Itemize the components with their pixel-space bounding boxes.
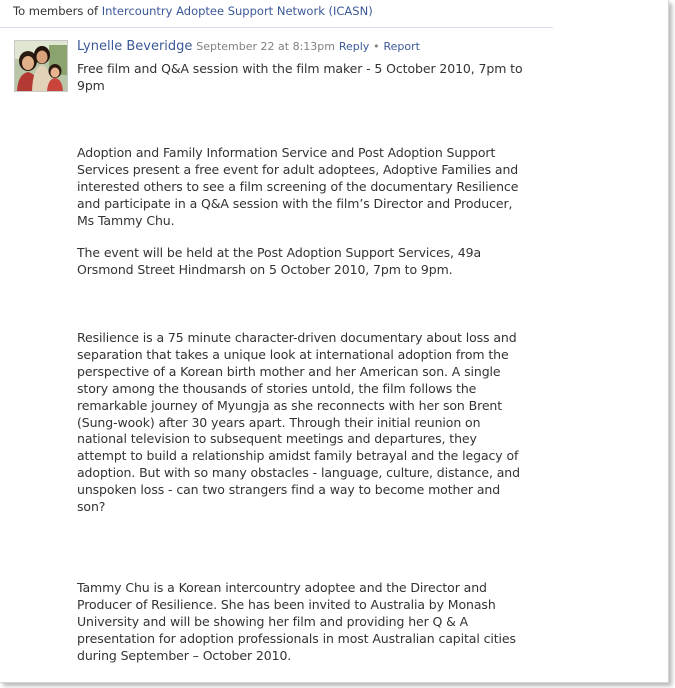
divider xyxy=(0,27,553,28)
post xyxy=(77,38,532,55)
group-link[interactable]: Intercountry Adoptee Support Network (ICASN) xyxy=(101,4,373,18)
separator-dot: • xyxy=(373,40,380,53)
post-timestamp[interactable]: September 22 at 8:13pm xyxy=(196,40,335,53)
avatar[interactable] xyxy=(14,40,68,92)
post-paragraph: Tammy Chu is a Korean intercountry adoptee and the Director and Producer of Resilience. She has been invited to Australia by Monash University and will be showing her film and providing her Q & A presentation for adoption professionals in most Australian capital cities during September – October 2010. xyxy=(77,580,516,663)
report-link[interactable]: Report xyxy=(383,40,420,53)
group-header xyxy=(13,4,373,18)
reply-link[interactable]: Reply xyxy=(338,40,370,53)
group-header-prefix: To members of xyxy=(13,4,102,18)
profile-photo xyxy=(15,41,67,91)
author-name[interactable]: Lynelle Beveridge xyxy=(77,39,193,54)
post-paragraph: The event will be held at the Post Adoption Support Services, 49a Orsmond Street Hindmarsh on 5 October 2010, 7pm to 9pm. xyxy=(77,245,482,277)
post-paragraph: Adoption and Family Information Service and Post Adoption Support Services present a free event for adult adoptees, Adoptive Families and interested others to see a film screening of the documentary Resilience and participate in a Q&A session with the film’s Director and Producer, Ms Tammy Chu. xyxy=(77,145,519,228)
post-paragraph: Resilience is a 75 minute character-driven documentary about loss and separation that takes a unique look at international adoption from the perspective of a Korean birth mother and her American son. A single story among the thousands of stories untold, the film follows the remarkable journey of Myungja as she reconnects with her son Brent (Sung-wook) after 30 years apart. Through their initial reunion on national television to subsequent meetings and departures, they attempt to build a relationship amidst family betrayal and the legacy of adoption. But with so many obstacles - language, culture, distance, and unspoken loss - can two strangers find a way to become mother and son? xyxy=(77,330,520,515)
post-subject: Free film and Q&A session with the film maker - 5 October 2010, 7pm to 9pm xyxy=(77,61,523,93)
post-header xyxy=(77,38,532,55)
